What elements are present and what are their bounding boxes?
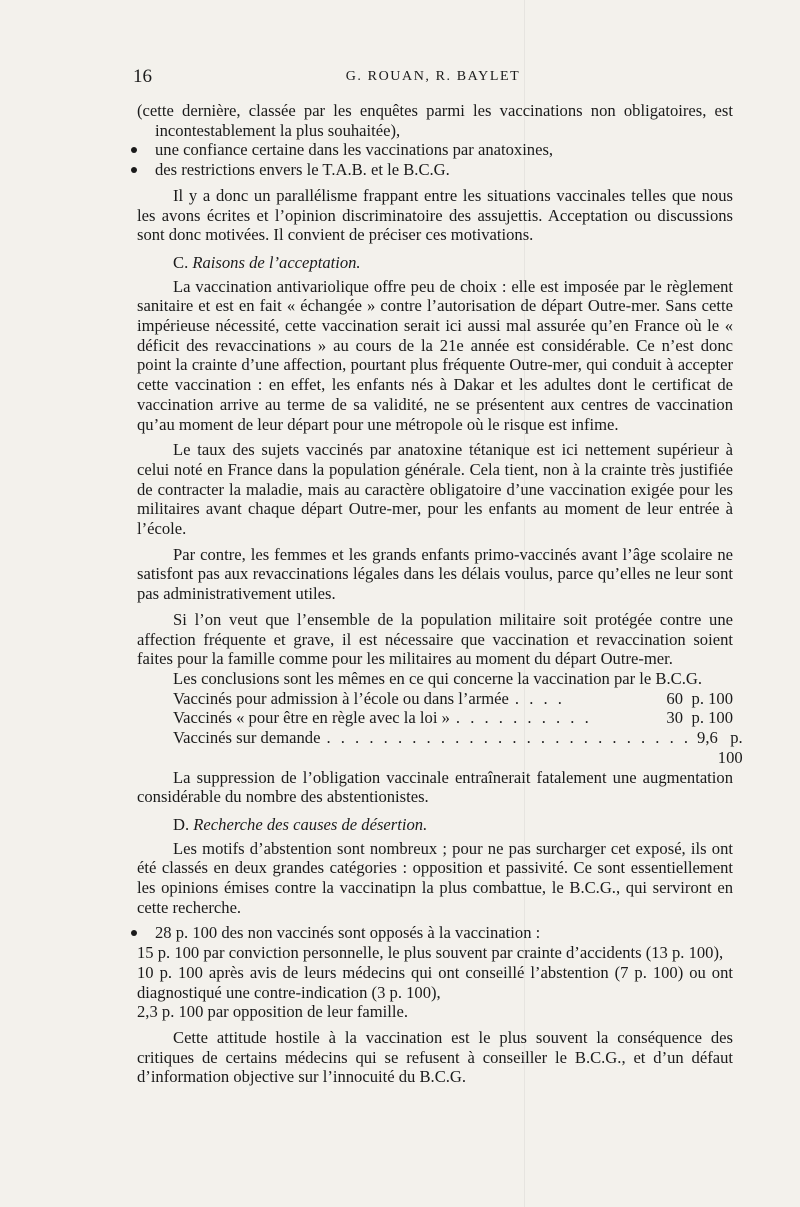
page-header [133, 66, 733, 90]
bcg-stat-row [173, 689, 733, 709]
bullet-opposition: 28 p. 100 des non vaccinés sont opposés à la vaccination : [137, 923, 733, 943]
intro-continuation: (cette dernière, classée par les enquêtes parmi les vaccinations non obligatoires, est incontestablement la plus souhaitée), [137, 101, 733, 140]
leader-dots: . . . . [514, 688, 565, 708]
section-d-title: Recherche des causes de désertion. [193, 814, 428, 834]
page-number: 16 [133, 66, 152, 87]
section-d-heading [173, 815, 733, 835]
bcg-stat-row [173, 708, 733, 728]
paragraph-antivariolique: La vaccination antivariolique offre peu de choix : elle est imposée par le règlement sanitaire et est en fait « échangée » contre l’autorisation de départ Outre-mer. Sans cette impérieuse nécessité, cette vaccination serait ici aussi mal assurée qu’en France où le « déficit des revaccinations » au cours de la 21e année est considérable. Ce n’est donc point la crainte d’une affection, pourtant plus fréquente Outre-mer, qui conduit à accepter cette vaccination : en effet, les enfants nés à Dakar et les adultes dont le certificat de vaccination arrive au terme de sa validité, ne se présentent aux centres de vaccination qu’au moment de leur départ pour une métropole où le risque est infime. [137, 276, 733, 434]
section-c-letter: C. [173, 252, 189, 272]
paragraph-parallelism: Il y a donc un parallélisme frappant entre les situations vaccinales telles que nous les avons écrites et l’opinion discriminatoire des assujettis. Acceptation ou discussions sont donc motivées. Il convient de préciser ces motivations. [137, 185, 733, 245]
bcg-stat-row [173, 728, 743, 767]
opposition-detail-conviction: 15 p. 100 par conviction personnelle, le plus souvent par crainte d’accidents (13 p. 100), [137, 943, 724, 963]
bullet-tab-bcg: des restrictions envers le T.A.B. et le B.C.G. [137, 160, 733, 180]
opposition-detail-medecins: 10 p. 100 après avis de leurs médecins qui ont conseillé l’abstention (7 p. 100) ou ont diagnostiqué une contre-indication (3 p. 100), [137, 962, 733, 1002]
bcg-stat-label: Vaccinés pour admission à l’école ou dans l’armée [173, 688, 509, 708]
bcg-stat-label: Vaccinés sur demande [173, 728, 321, 748]
bcg-stat-unit: p. 100 [691, 708, 733, 728]
bcg-stats-list [173, 688, 743, 768]
paragraph-conclusions-bcg: Les conclusions sont les mêmes en ce qui concerne la vaccination par le B.C.G. [173, 668, 702, 688]
paragraph-femmes-enfants: Par contre, les femmes et les grands enfants primo-vaccinés avant l’âge scolaire ne satisfont pas aux revaccinations légales dans les délais voulus, parce qu’elles ne leur sont pas administrativement utiles. [137, 544, 733, 604]
bcg-stat-unit: p. 100 [691, 688, 733, 708]
bcg-stat-value: 9,6 [697, 728, 718, 748]
bcg-stat-value: 60 [666, 688, 683, 708]
bullet-anatoxines: une confiance certaine dans les vaccinations par anatoxines, [137, 140, 733, 160]
paragraph-population-militaire: Si l’on veut que l’ensemble de la population militaire soit protégée contre une affection fréquente et grave, il est nécessaire que vaccination et revaccination soient faites pour la famille comme pour les militaires au moment du départ Outre-mer. [137, 609, 733, 669]
paragraph-attitude-hostile: Cette attitude hostile à la vaccination est le plus souvent la conséquence des critiques de certains médecins qui se refusent à conseiller le B.C.G., et d’un défaut d’information objective sur l’innocuité du B.C.G. [137, 1027, 733, 1087]
bcg-stat-label: Vaccinés « pour être en règle avec la loi » [173, 708, 450, 728]
section-c-heading [173, 253, 733, 273]
paragraph-suppression: La suppression de l’obligation vaccinale entraînerait fatalement une augmentation considérable du nombre des abstentionistes. [137, 767, 733, 807]
running-head-authors: G. ROUAN, R. BAYLET [345, 69, 521, 84]
paragraph-motifs: Les motifs d’abstention sont nombreux ; pour ne pas surcharger cet exposé, ils ont été classés en deux grandes catégories : opposition et passivité. Ce sont essentiellement les opinions émises contre la vaccinatipn la plus combattue, le B.C.G., qui serviront en cette recherche. [137, 838, 733, 917]
section-c-title: Raisons de l’acceptation. [192, 252, 361, 272]
leader-dots: . . . . . . . . . . [455, 708, 592, 728]
paragraph-antitetanique: Le taux des sujets vaccinés par anatoxine tétanique est ici nettement supérieur à celui noté en France dans la population générale. Cela tient, non à la crainte très justifiée de contracter la maladie, mais au caractère obligatoire d’une vaccination exigée pour les militaires avant chaque départ Outre-mer, pour les enfants au moment de leur entrée à l’école. [137, 440, 733, 539]
bcg-stat-unit: p. 100 [717, 728, 743, 767]
section-d-letter: D. [173, 814, 190, 834]
bcg-stat-value: 30 [666, 708, 683, 728]
page-body [137, 101, 743, 1087]
leader-dots: . . . . . . . . . . . . . . . . . . . . . . . . . . [326, 728, 692, 748]
opposition-detail-famille: 2,3 p. 100 par opposition de leur famille. [137, 1002, 408, 1022]
